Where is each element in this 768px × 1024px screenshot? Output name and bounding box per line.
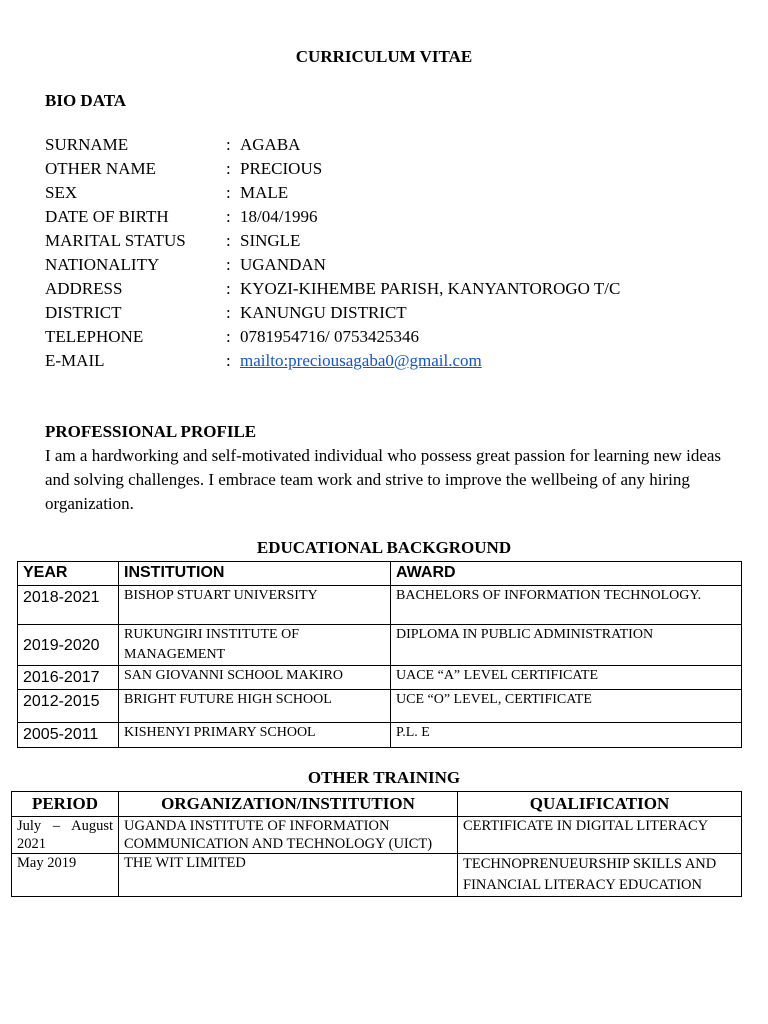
bio-label: E-MAIL [45, 351, 105, 370]
bio-label: TELEPHONE [45, 327, 144, 346]
table-row [12, 817, 742, 854]
award-cell: UCE “O” LEVEL, CERTIFICATE [391, 690, 742, 723]
bio-separator: : [226, 255, 231, 274]
column-header-organization: ORGANIZATION/INSTITUTION [119, 792, 458, 817]
institution-cell: RUKUNGIRI INSTITUTE OF MANAGEMENT [119, 625, 391, 666]
period-cell: July – August 2021 [12, 817, 119, 854]
bio-value: PRECIOUS [240, 159, 323, 178]
bio-value: SINGLE [240, 231, 301, 250]
organization-cell: UGANDA INSTITUTE OF INFORMATION COMMUNICATION AND TECHNOLOGY (UICT) [119, 817, 458, 854]
institution-cell: KISHENYI PRIMARY SCHOOL [119, 723, 391, 748]
institution-cell: BISHOP STUART UNIVERSITY [119, 586, 391, 625]
bio-separator: : [226, 135, 231, 154]
bio-separator: : [226, 279, 231, 298]
bio-value: MALE [240, 183, 289, 202]
column-header-year: YEAR [18, 562, 119, 586]
bio-label: ADDRESS [45, 279, 123, 298]
bio-label: MARITAL STATUS [45, 231, 186, 250]
bio-value: KANUNGU DISTRICT [240, 303, 407, 322]
bio-label: SEX [45, 183, 78, 202]
award-cell: UACE “A” LEVEL CERTIFICATE [391, 666, 742, 690]
bio-value: KYOZI-KIHEMBE PARISH, KANYANTOROGO T/C [240, 279, 621, 298]
column-header-institution: INSTITUTION [119, 562, 391, 586]
year-cell: 2019-2020 [18, 625, 119, 666]
bio-separator: : [226, 159, 231, 178]
table-row [12, 854, 742, 897]
institution-cell: BRIGHT FUTURE HIGH SCHOOL [119, 690, 391, 723]
bio-value: 18/04/1996 [240, 207, 318, 226]
email-link[interactable]: mailto:preciousagaba0@gmail.com [240, 351, 482, 370]
professional-profile-heading: PROFESSIONAL PROFILE [45, 422, 257, 441]
bio-label: SURNAME [45, 135, 129, 154]
year-cell: 2012-2015 [18, 690, 119, 723]
qualification-cell: CERTIFICATE IN DIGITAL LITERACY [458, 817, 742, 854]
education-heading: EDUCATIONAL BACKGROUND [256, 538, 512, 557]
award-cell: P.L. E [391, 723, 742, 748]
period-cell: May 2019 [12, 854, 119, 897]
table-row [18, 625, 742, 666]
bio-data-heading: BIO DATA [45, 91, 127, 110]
table-header-row [18, 562, 742, 586]
professional-profile-text: I am a hardworking and self-motivated individual who possess great passion for learning new ideas and solving challenges. I embrace team work and strive to improve the wellbeing of any hiring organization. [45, 446, 722, 513]
bio-value: AGABA [240, 135, 301, 154]
year-cell: 2005-2011 [18, 723, 119, 748]
award-cell: DIPLOMA IN PUBLIC ADMINISTRATION [391, 625, 742, 666]
column-header-qualification: QUALIFICATION [458, 792, 742, 817]
column-header-period: PERIOD [12, 792, 119, 817]
document-title: CURRICULUM VITAE [295, 47, 473, 66]
qualification-cell: TECHNOPRENUEURSHIP SKILLS AND FINANCIAL LITERACY EDUCATION [458, 854, 742, 897]
bio-label: DISTRICT [45, 303, 122, 322]
organization-cell: THE WIT LIMITED [119, 854, 458, 897]
year-cell: 2016-2017 [18, 666, 119, 690]
bio-label: OTHER NAME [45, 159, 156, 178]
bio-value: 0781954716/ 0753425346 [240, 327, 419, 346]
education-table [17, 561, 742, 748]
training-table [11, 791, 742, 897]
bio-separator: : [226, 207, 231, 226]
bio-separator: : [226, 303, 231, 322]
bio-label: NATIONALITY [45, 255, 160, 274]
table-row [18, 586, 742, 625]
column-header-award: AWARD [391, 562, 742, 586]
bio-separator: : [226, 231, 231, 250]
table-row [18, 723, 742, 748]
table-row [18, 666, 742, 690]
bio-value: UGANDAN [240, 255, 326, 274]
table-header-row [12, 792, 742, 817]
bio-separator: : [226, 327, 231, 346]
institution-cell: SAN GIOVANNI SCHOOL MAKIRO [119, 666, 391, 690]
other-training-heading: OTHER TRAINING [307, 768, 461, 787]
award-cell: BACHELORS OF INFORMATION TECHNOLOGY. [391, 586, 742, 625]
bio-separator: : [226, 183, 231, 202]
bio-separator: : [226, 351, 231, 370]
bio-label: DATE OF BIRTH [45, 207, 169, 226]
year-cell: 2018-2021 [18, 586, 119, 625]
table-row [18, 690, 742, 723]
